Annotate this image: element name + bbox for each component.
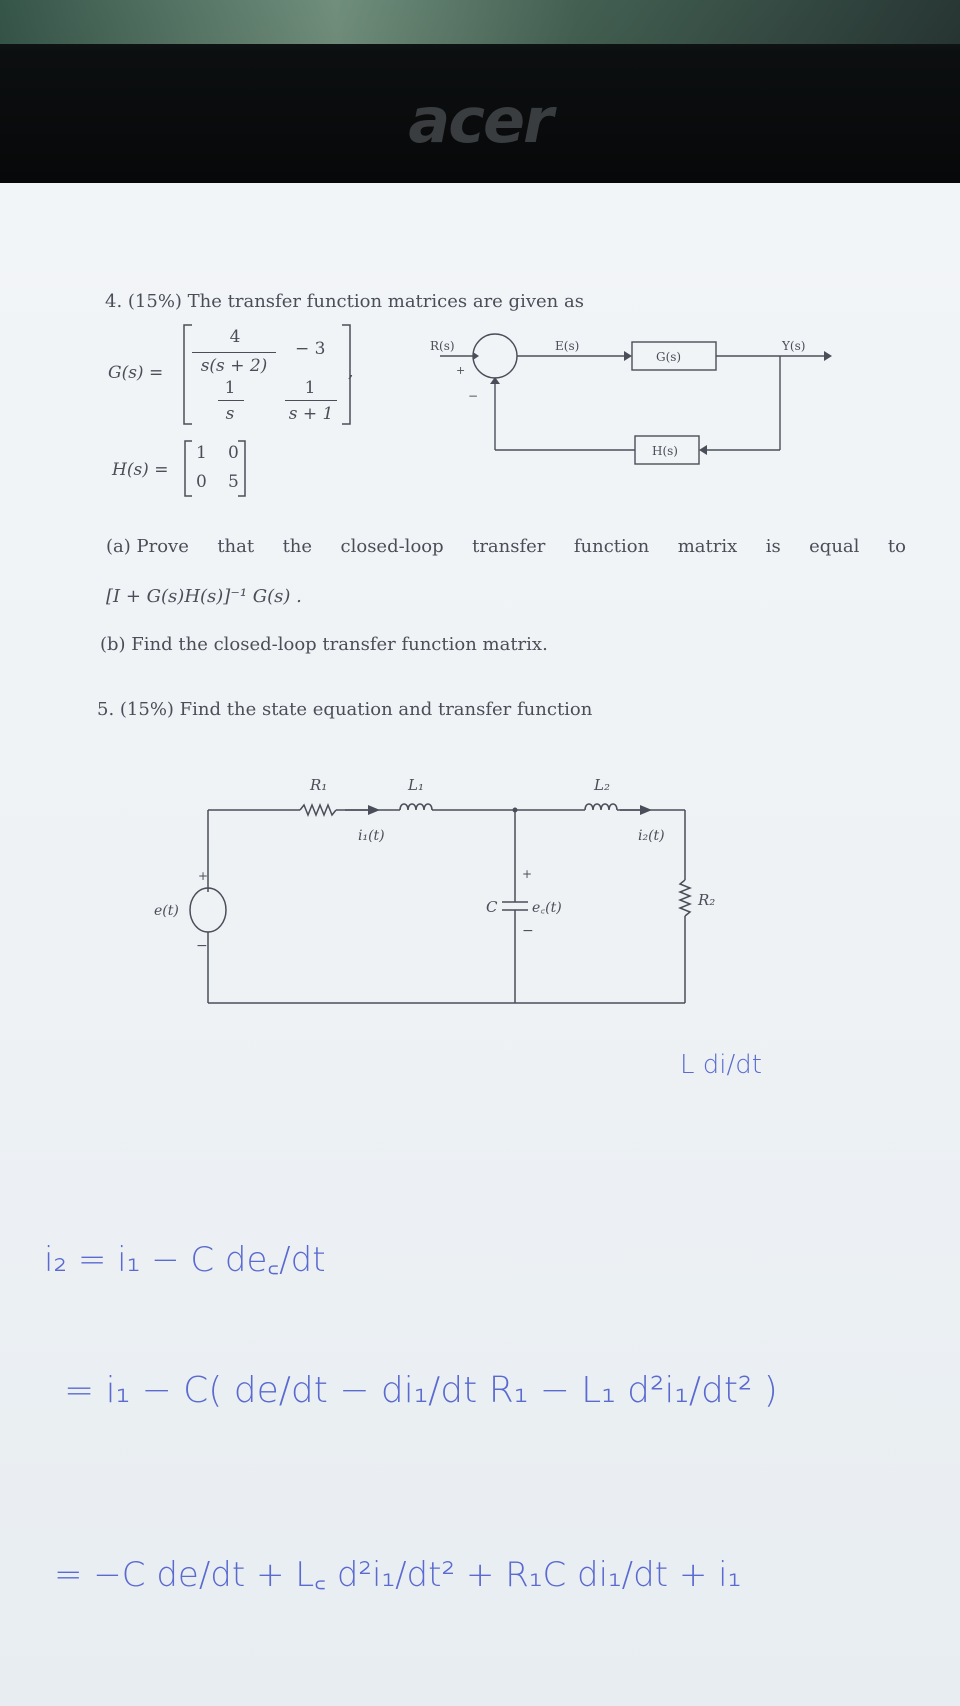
- q5-heading: 5. (15%) Find the state equation and transfer function: [97, 699, 593, 720]
- node-dot: [513, 808, 518, 813]
- source-minus: −: [196, 938, 208, 954]
- r1-label: R₁: [310, 776, 328, 794]
- part-a-word: to: [887, 536, 906, 557]
- g12-value: − 3: [295, 339, 326, 359]
- output-label: Y(s): [782, 339, 806, 353]
- g21-numerator: 1: [224, 378, 236, 398]
- brand-logo: acer: [408, 84, 552, 157]
- input-label: R(s): [430, 339, 455, 353]
- g21-fraction-bar: [218, 400, 244, 401]
- g-block-label: G(s): [656, 350, 682, 364]
- part-a-word: that: [217, 536, 255, 557]
- q4-heading: 4. (15%) The transfer function matrices are given as: [105, 291, 584, 312]
- h21-value: 0: [196, 472, 207, 492]
- cap-minus: −: [522, 923, 534, 939]
- block-diagram: [420, 330, 860, 470]
- junction-plus: +: [456, 364, 466, 377]
- r1-resistor: [300, 805, 336, 815]
- i2-arrowhead: [640, 805, 652, 815]
- i1-arrowhead: [368, 805, 380, 815]
- g-arrowhead: [624, 351, 632, 361]
- summing-junction: [473, 334, 517, 378]
- part-a-word: equal: [809, 536, 860, 557]
- g11-numerator: 4: [229, 327, 241, 347]
- part-a-word: matrix: [677, 536, 738, 557]
- h-arrowhead: [699, 445, 707, 455]
- handwriting-line-1: i₂ = i₁ − C de꜀/dt: [44, 1240, 326, 1280]
- g11-fraction-bar: [192, 352, 276, 353]
- part-b-text: (b) Find the closed-loop transfer function matrix.: [100, 634, 548, 655]
- g22-fraction-bar: [285, 400, 337, 401]
- source-plus: +: [198, 869, 209, 883]
- cap-plus: +: [522, 867, 533, 881]
- part-a-formula: [I + G(s)H(s)]⁻¹ G(s) .: [106, 586, 302, 607]
- source-label: e(t): [154, 903, 179, 919]
- part-a-word: is: [765, 536, 781, 557]
- l1-label: L₁: [408, 776, 424, 794]
- part-a-text: [106, 536, 906, 557]
- g-matrix-label: G(s) =: [108, 363, 164, 383]
- i2-label: i₂(t): [638, 828, 665, 844]
- g-matrix-comma: ,: [348, 362, 354, 382]
- junction-minus: −: [468, 389, 479, 403]
- handwriting-note-right: L di/dt: [680, 1050, 762, 1080]
- part-a-word: transfer: [472, 536, 546, 557]
- l2-inductor: [585, 804, 617, 810]
- part-a-word: function: [573, 536, 650, 557]
- h-matrix-brackets: [182, 438, 252, 500]
- voltage-source: [190, 888, 226, 932]
- part-a-word: closed-loop: [340, 536, 444, 557]
- cap-voltage-label: e꜀(t): [532, 900, 562, 916]
- h-block-label: H(s): [652, 444, 678, 458]
- cap-label: C: [486, 898, 498, 916]
- h-matrix-label: H(s) =: [112, 460, 169, 480]
- handwriting-line-2: = i₁ − C( de/dt − di₁/dt R₁ − L₁ d²i₁/dt² ): [64, 1370, 778, 1411]
- error-label: E(s): [555, 339, 580, 353]
- g22-denominator: s + 1: [288, 404, 334, 424]
- monitor-screen-edge: [0, 0, 960, 44]
- circuit-diagram: [150, 760, 730, 1010]
- part-a-word: (a) Prove: [106, 536, 189, 557]
- h22-value: 5: [228, 472, 239, 492]
- h12-value: 0: [228, 443, 239, 463]
- output-arrowhead: [824, 351, 832, 361]
- g21-denominator: s: [225, 404, 235, 424]
- input-arrowhead: [473, 352, 479, 360]
- h11-value: 1: [196, 443, 207, 463]
- i1-label: i₁(t): [358, 828, 385, 844]
- handwriting-line-3: = −C de/dt + L꜀ d²i₁/dt² + R₁C di₁/dt + i₁: [54, 1555, 742, 1595]
- g22-numerator: 1: [304, 378, 316, 398]
- l1-inductor: [400, 804, 432, 810]
- r2-label: R₂: [698, 891, 716, 909]
- g11-denominator: s(s + 2): [200, 356, 268, 376]
- part-a-word: the: [282, 536, 313, 557]
- r2-resistor: [680, 880, 690, 916]
- l2-label: L₂: [594, 776, 610, 794]
